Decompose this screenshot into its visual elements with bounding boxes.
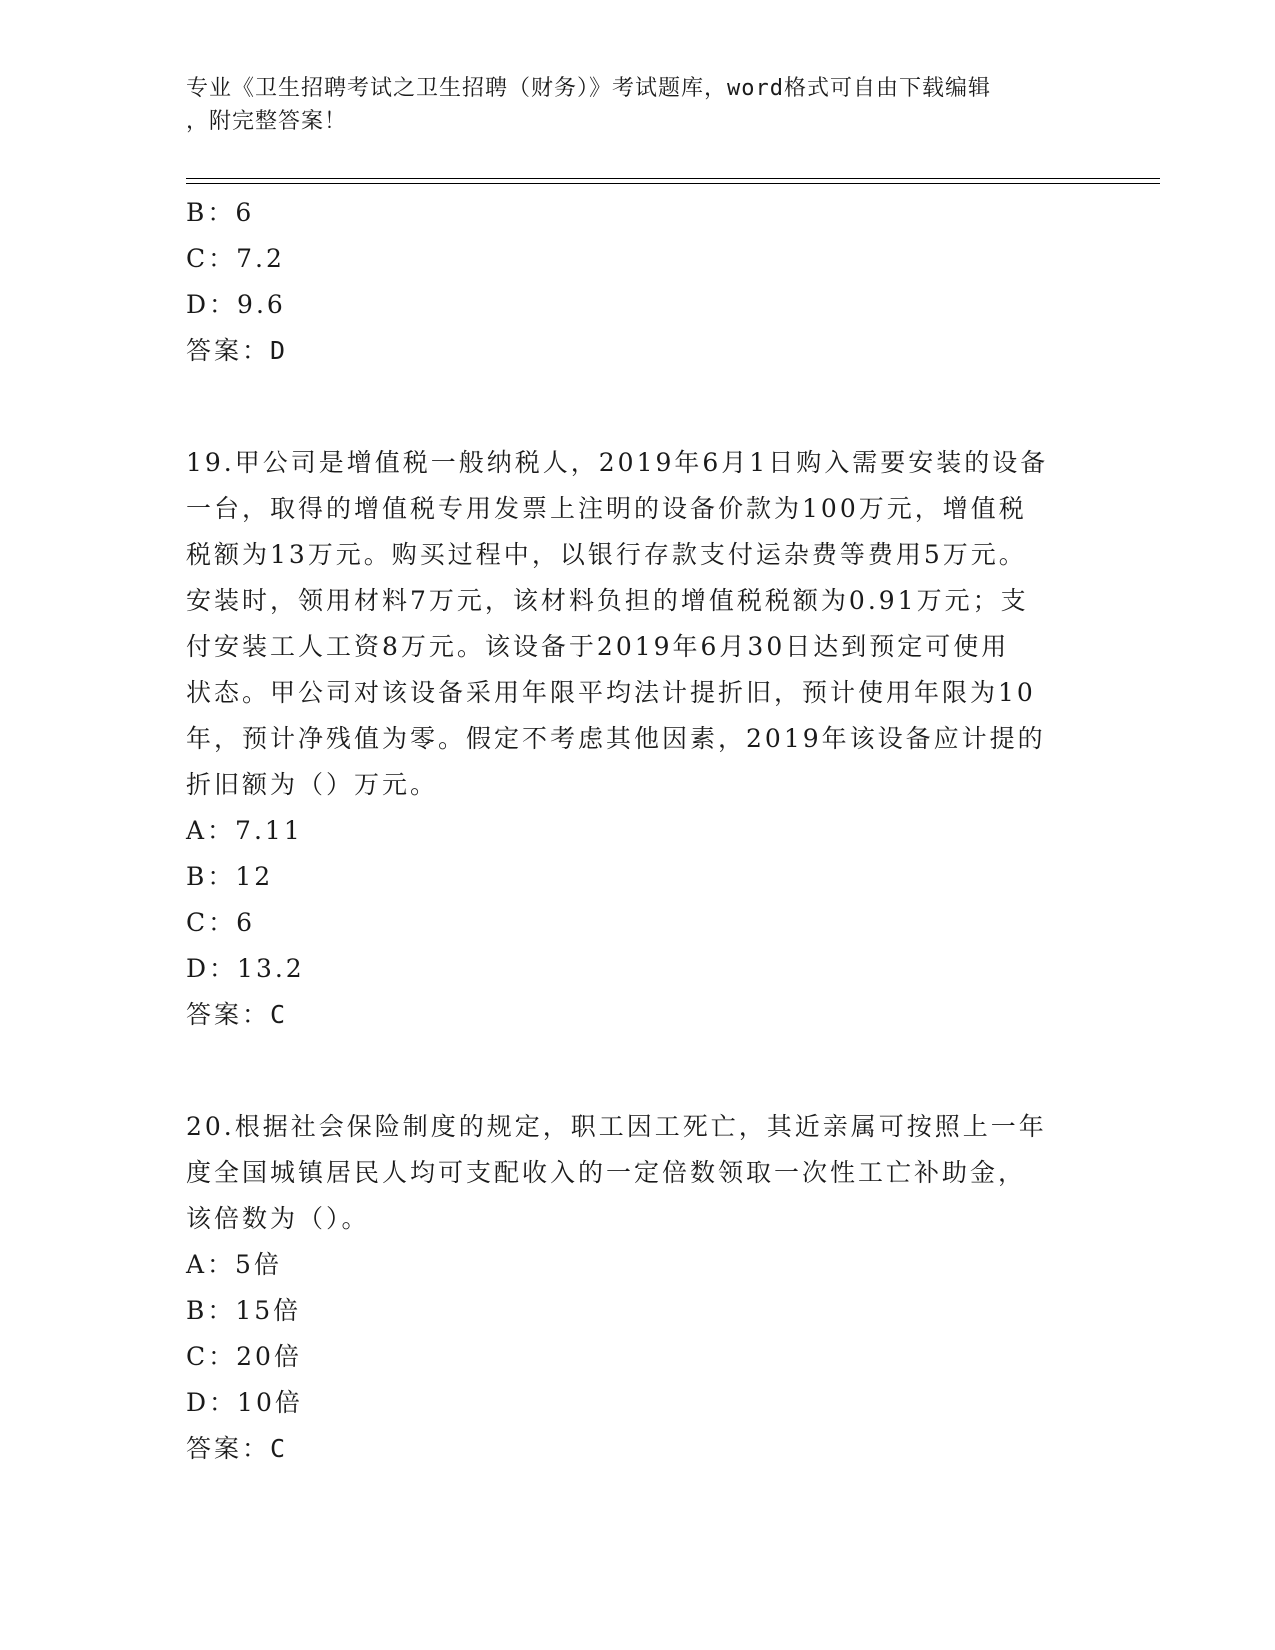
answer-line: 答案：D <box>186 336 289 365</box>
stem-line: 19.甲公司是增值税一般纳税人，2019年6月1日购入需要安装的设备 <box>186 448 1049 477</box>
option-c: C：20倍 <box>186 1342 302 1371</box>
option-d: D：13.2 <box>186 954 305 983</box>
option-d: D：10倍 <box>186 1388 303 1417</box>
option-a: A：7.11 <box>186 816 303 845</box>
header-line-2: ，附完整答案！ <box>186 109 348 134</box>
stem-line: 付安装工人工资8万元。该设备于2019年6月30日达到预定可使用 <box>186 632 1010 661</box>
header-line-1: 专业《卫生招聘考试之卫生招聘（财务）》考试题库，word格式可自由下载编辑 <box>186 76 991 101</box>
header-divider-bottom <box>186 183 1160 184</box>
question-stem <box>186 1104 1086 1242</box>
stem-line: 安装时，领用材料7万元，该材料负担的增值税税额为0.91万元；支 <box>186 586 1029 615</box>
document-body <box>186 190 1086 1472</box>
previous-question-tail <box>186 190 1086 374</box>
option-c: C：6 <box>186 908 256 937</box>
option-d: D：9.6 <box>186 290 286 319</box>
question-stem <box>186 440 1086 808</box>
answer-line: 答案：C <box>186 1000 289 1029</box>
answer-line: 答案：C <box>186 1434 289 1463</box>
option-b: B：12 <box>186 862 274 891</box>
question-20 <box>186 1104 1086 1472</box>
stem-line: 度全国城镇居民人均可支配收入的一定倍数领取一次性工亡补助金， <box>186 1158 1027 1187</box>
stem-line: 折旧额为（）万元。 <box>186 770 439 799</box>
stem-line: 税额为13万元。购买过程中，以银行存款支付运杂费等费用5万元。 <box>186 540 1027 569</box>
question-19 <box>186 440 1086 1038</box>
stem-line: 该倍数为（）。 <box>186 1204 370 1233</box>
option-c: C：7.2 <box>186 244 285 273</box>
document-header <box>186 72 1066 138</box>
stem-line: 年，预计净残值为零。假定不考虑其他因素，2019年该设备应计提的 <box>186 724 1046 753</box>
option-b: B：15倍 <box>186 1296 302 1325</box>
stem-line: 一台，取得的增值税专用发票上注明的设备价款为100万元，增值税 <box>186 494 1027 523</box>
stem-line: 20.根据社会保险制度的规定，职工因工死亡，其近亲属可按照上一年 <box>186 1112 1047 1141</box>
option-a: A：5倍 <box>186 1250 282 1279</box>
stem-line: 状态。甲公司对该设备采用年限平均法计提折旧，预计使用年限为10 <box>186 678 1036 707</box>
header-divider-top <box>186 178 1160 179</box>
option-b: B：6 <box>186 198 255 227</box>
